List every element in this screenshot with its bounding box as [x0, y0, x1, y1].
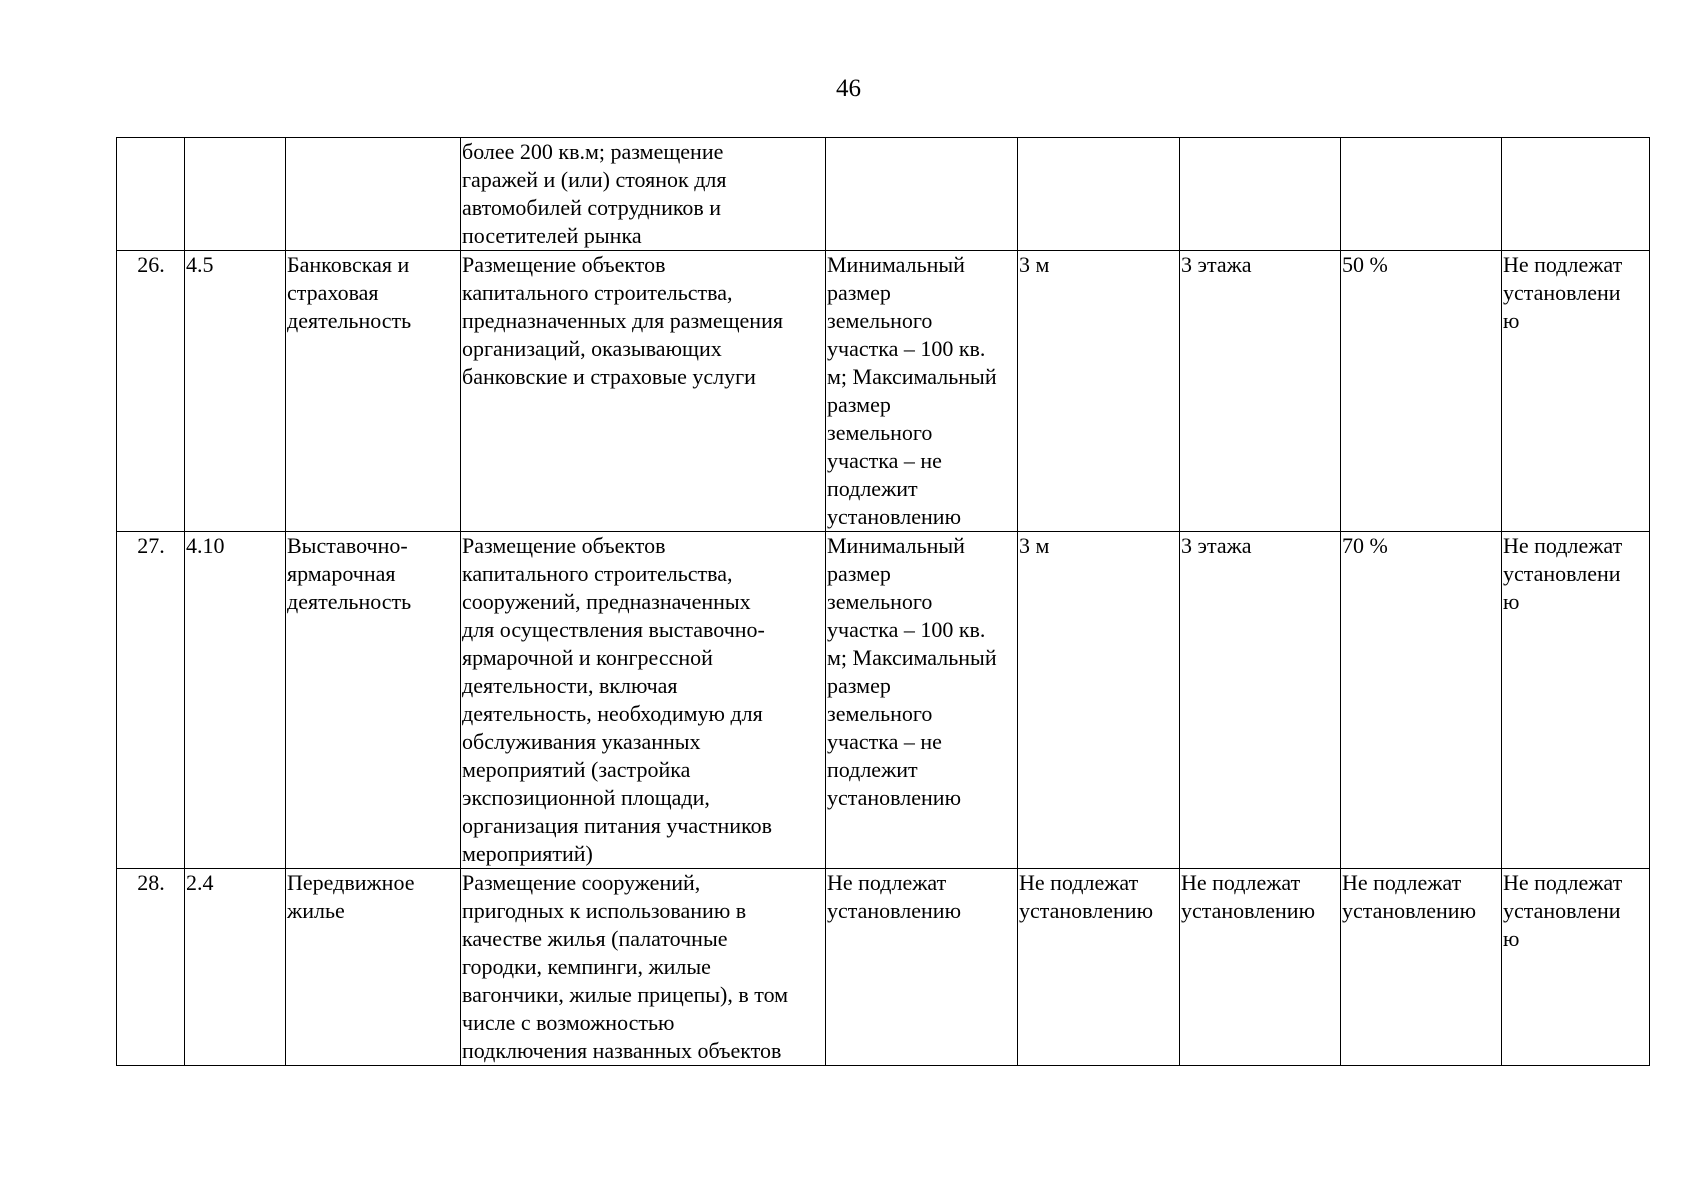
- setback-cell: [1018, 138, 1180, 251]
- land-size-cell: Минимальный размер земельного участка – 100 кв. м; Максимальный размер земельного участка – не подлежит установлению: [826, 251, 1018, 532]
- row-number-cell: 28.: [117, 869, 185, 1066]
- other-params-cell: Не подлежат установлени ю: [1502, 532, 1650, 869]
- table-row: [117, 532, 1650, 869]
- description-cell: Размещение объектов капитального строительства, сооружений, предназначенных для осуществления выставочно- ярмарочной и конгрессной деятельности, включая деятельность, необходимую для обслуживания указанных мероприятий (застройка экспозиционной площади, организация питания участников мероприятий): [461, 532, 826, 869]
- use-name-cell: Передвижное жилье: [286, 869, 461, 1066]
- row-number-cell: 26.: [117, 251, 185, 532]
- code-cell: 2.4: [185, 869, 286, 1066]
- other-params-cell: [1502, 138, 1650, 251]
- floors-cell: [1180, 138, 1341, 251]
- table-row: [117, 138, 1650, 251]
- description-cell: более 200 кв.м; размещение гаражей и (или) стоянок для автомобилей сотрудников и посетителей рынка: [461, 138, 826, 251]
- floors-cell: Не подлежат установлению: [1180, 869, 1341, 1066]
- coverage-cell: Не подлежат установлению: [1341, 869, 1502, 1066]
- code-cell: 4.5: [185, 251, 286, 532]
- table-row: [117, 869, 1650, 1066]
- page-number: 46: [836, 75, 861, 102]
- coverage-cell: 70 %: [1341, 532, 1502, 869]
- land-size-cell: Минимальный размер земельного участка – 100 кв. м; Максимальный размер земельного участка – не подлежит установлению: [826, 532, 1018, 869]
- setback-cell: 3 м: [1018, 251, 1180, 532]
- row-number-cell: 27.: [117, 532, 185, 869]
- setback-cell: 3 м: [1018, 532, 1180, 869]
- row-number-cell: [117, 138, 185, 251]
- use-name-cell: [286, 138, 461, 251]
- setback-cell: Не подлежат установлению: [1018, 869, 1180, 1066]
- table-row: [117, 251, 1650, 532]
- other-params-cell: Не подлежат установлени ю: [1502, 869, 1650, 1066]
- use-name-cell: Банковская и страховая деятельность: [286, 251, 461, 532]
- description-cell: Размещение объектов капитального строительства, предназначенных для размещения организаций, оказывающих банковские и страховые услуги: [461, 251, 826, 532]
- description-cell: Размещение сооружений, пригодных к использованию в качестве жилья (палаточные городки, кемпинги, жилые вагончики, жилые прицепы), в том числе с возможностью подключения названных объектов: [461, 869, 826, 1066]
- floors-cell: 3 этажа: [1180, 251, 1341, 532]
- floors-cell: 3 этажа: [1180, 532, 1341, 869]
- code-cell: 4.10: [185, 532, 286, 869]
- land-size-cell: [826, 138, 1018, 251]
- coverage-cell: [1341, 138, 1502, 251]
- use-name-cell: Выставочно- ярмарочная деятельность: [286, 532, 461, 869]
- coverage-cell: 50 %: [1341, 251, 1502, 532]
- code-cell: [185, 138, 286, 251]
- land-size-cell: Не подлежат установлению: [826, 869, 1018, 1066]
- zoning-table: [116, 137, 1650, 1066]
- other-params-cell: Не подлежат установлени ю: [1502, 251, 1650, 532]
